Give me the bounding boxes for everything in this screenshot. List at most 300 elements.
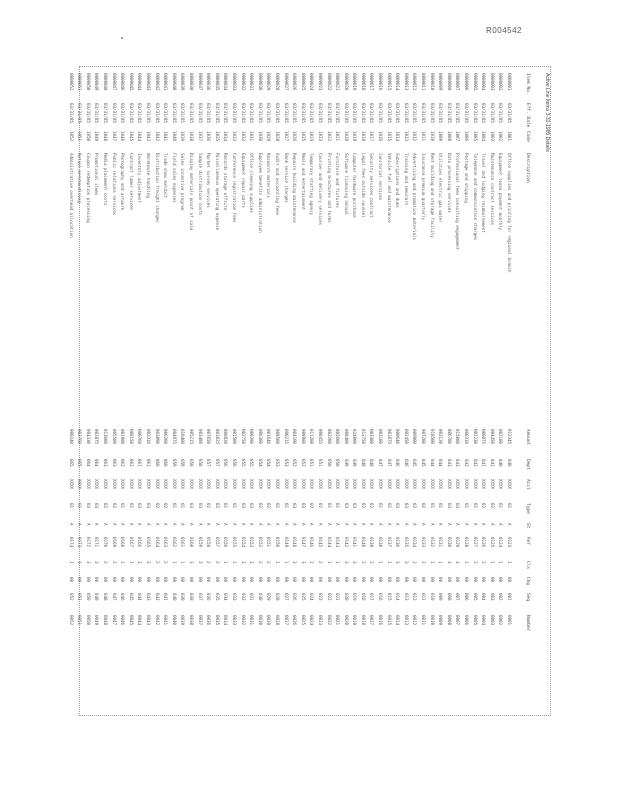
cell-seq: 003 <box>488 593 494 601</box>
cell-no: 0033 <box>231 615 236 625</box>
cell-item: 0000012 <box>411 73 417 91</box>
cell-amt: 005215 <box>188 429 194 444</box>
cell-code: 1039 <box>179 131 185 141</box>
cell-st: A <box>334 523 340 526</box>
cell-item: 0000035 <box>213 73 219 91</box>
cell-chg: 00 <box>110 577 116 582</box>
cell-date: 03/31/85 <box>351 103 357 123</box>
cell-chg: 00 <box>239 577 245 582</box>
cell-seq: 039 <box>179 593 185 601</box>
cell-desc: Temporary staffing agency <box>308 153 314 216</box>
cell-acct: XXXX <box>84 479 90 489</box>
cell-code: 1047 <box>110 131 116 141</box>
cell-seq: 043 <box>145 593 151 601</box>
cell-no: 0045 <box>127 615 133 625</box>
cell-date: 03/31/85 <box>265 103 271 123</box>
cell-chg: 00 <box>445 577 451 582</box>
cell-cls: 3 <box>445 561 451 564</box>
cell-type: 01 <box>119 503 125 508</box>
cell-no: 0043 <box>145 615 151 625</box>
cell-date: 03/31/85 <box>145 103 151 123</box>
cell-dept: 059 <box>170 459 176 467</box>
cell-ref: 0150 <box>273 537 279 547</box>
cell-no: 0035 <box>213 615 219 625</box>
cell-ref: 0152 <box>256 537 262 547</box>
cell-code: 1051 <box>76 131 82 141</box>
table-row <box>469 67 478 717</box>
cell-seq: 025 <box>299 593 305 601</box>
cell-type: 03 <box>84 503 90 508</box>
cell-desc: Market survey services <box>205 153 211 208</box>
column-header-item: Item No. <box>525 73 530 95</box>
cell-no: 0005 <box>471 615 477 625</box>
column-header-st: St <box>525 523 530 529</box>
cell-seq: 037 <box>196 593 202 601</box>
cell-cls: 3 <box>196 561 202 564</box>
cell-ref: 0130 <box>445 537 451 547</box>
cell-cls: 3 <box>188 561 194 564</box>
cell-no: 0051 <box>76 615 82 625</box>
cell-chg: 00 <box>196 577 202 582</box>
cell-st: A <box>480 523 486 526</box>
cell-ref: 0147 <box>299 537 305 547</box>
cell-amt: 002310 <box>145 429 151 444</box>
cell-chg: 00 <box>385 577 391 582</box>
cell-cls: 1 <box>463 561 469 564</box>
cell-seq: 019 <box>351 593 357 601</box>
cell-acct: XXXX <box>402 479 408 489</box>
cell-seq: 021 <box>334 593 340 601</box>
cell-type: 03 <box>136 503 142 508</box>
cell-acct: XXXX <box>394 479 400 489</box>
cell-code: 1025 <box>299 131 305 141</box>
cell-cls: 1 <box>385 561 391 564</box>
cell-amt: 000820 <box>222 429 228 444</box>
cell-desc: Insurance premium quarterly <box>420 153 426 221</box>
table-row <box>503 67 512 717</box>
cell-dept: 051 <box>316 459 322 467</box>
cell-desc: Contract labor services <box>127 153 133 211</box>
cell-type: 03 <box>239 503 245 508</box>
cell-seq: 030 <box>256 593 262 601</box>
cell-st: A <box>213 523 219 526</box>
cell-dept: 048 <box>359 459 365 467</box>
cell-item: 0000032 <box>239 73 245 91</box>
cell-date: 03/31/85 <box>368 103 374 123</box>
cell-item: 0000043 <box>145 73 151 91</box>
cell-desc: Printing brochures and forms <box>325 153 331 223</box>
cell-ref: 0146 <box>308 537 314 547</box>
cell-ref: 0136 <box>394 537 400 547</box>
cell-desc: Records storage offsite <box>222 153 228 211</box>
cell-amt: 008150 <box>127 429 133 444</box>
column-header-seq: Seq <box>525 593 530 602</box>
cell-chg: 00 <box>248 577 254 582</box>
cell-seq: 005 <box>471 593 477 601</box>
cell-item: 0000002 <box>497 73 503 91</box>
cell-date: 03/31/85 <box>471 103 477 123</box>
column-header-ref: Ref <box>525 537 530 546</box>
cell-date: 03/31/85 <box>119 103 125 123</box>
cell-st: A <box>222 523 228 526</box>
cell-item: 0000036 <box>205 73 211 91</box>
cell-dept: 041 <box>488 459 494 467</box>
cell-type: 02 <box>308 503 314 508</box>
cell-chg: 00 <box>308 577 314 582</box>
cell-acct: XXXX <box>428 479 434 489</box>
cell-chg: 00 <box>325 577 331 582</box>
table-row <box>100 67 109 717</box>
cell-desc: Janitorial services <box>377 153 383 201</box>
cell-ref: 0171 <box>93 537 99 547</box>
cell-item: 0000014 <box>394 73 400 91</box>
cell-item: 0000041 <box>162 73 168 91</box>
cell-cls: 1 <box>282 561 288 564</box>
cell-acct: XXXX <box>248 479 254 489</box>
cell-st: A <box>256 523 262 526</box>
table-row <box>375 67 384 717</box>
cell-chg: 00 <box>463 577 469 582</box>
cell-no: 0004 <box>480 615 486 625</box>
cell-dept: 062 <box>119 459 125 467</box>
cell-st: A <box>445 523 451 526</box>
cell-desc: Meals and entertainment <box>299 153 305 211</box>
cell-acct: XXXX <box>231 479 236 489</box>
cell-st: A <box>497 523 503 526</box>
cell-st: A <box>162 523 168 526</box>
column-header-acct: Acct <box>525 479 530 490</box>
cell-seq: 038 <box>188 593 194 601</box>
table-row <box>151 67 160 717</box>
cell-seq: 002 <box>497 593 503 601</box>
table-row <box>289 67 298 717</box>
cell-no: 0019 <box>351 615 357 625</box>
table-row <box>246 67 255 717</box>
cell-no: 0015 <box>385 615 391 625</box>
cell-ref: 0149 <box>282 537 288 547</box>
cell-chg: 00 <box>437 577 443 582</box>
cell-seq: 041 <box>162 593 168 601</box>
cell-item: 0000011 <box>420 73 426 91</box>
table-row <box>237 67 246 717</box>
cell-code: 1044 <box>136 131 142 141</box>
cell-type: 01 <box>334 503 340 508</box>
cell-ref: 0156 <box>222 537 228 547</box>
cell-cls: 3 <box>84 561 90 564</box>
cell-ref: 0155 <box>231 537 236 547</box>
cell-st: A <box>282 523 288 526</box>
cell-st: A <box>471 523 477 526</box>
cell-amt: 009240 <box>67 429 73 444</box>
cell-amt: 001100 <box>377 429 383 444</box>
cell-st: A <box>67 523 73 526</box>
cell-cls: 1 <box>428 561 434 564</box>
cell-item: 0000038 <box>188 73 194 91</box>
cell-st: A <box>420 523 426 526</box>
cell-cls: 3 <box>402 561 408 564</box>
cell-cls: 2 <box>153 561 159 564</box>
cell-item: 0000044 <box>136 73 142 91</box>
cell-amt: 002100 <box>497 429 503 444</box>
cell-code: 1017 <box>368 131 374 141</box>
cell-amt: 000455 <box>316 429 322 444</box>
cell-seq: 031 <box>248 593 254 601</box>
cell-date: 03/31/85 <box>213 103 219 123</box>
cell-code: 1052 <box>67 131 73 141</box>
cell-dept: 053 <box>273 459 279 467</box>
table-row <box>280 67 289 717</box>
cell-acct: XXXX <box>385 479 391 489</box>
table-row <box>366 67 375 717</box>
cell-seq: 016 <box>377 593 383 601</box>
scan-speck <box>121 37 123 39</box>
cell-acct: XXXX <box>153 479 159 489</box>
table-row <box>142 67 151 717</box>
cell-amt: 001230 <box>471 429 477 444</box>
cell-date: 03/31/85 <box>437 103 443 123</box>
cell-acct: XXXX <box>170 479 176 489</box>
cell-cls: 1 <box>377 561 383 564</box>
cell-dept: 053 <box>282 459 288 467</box>
cell-amt: 006200 <box>162 429 168 444</box>
cell-date: 03/31/85 <box>76 103 82 123</box>
cell-st: A <box>76 523 82 526</box>
cell-code: 1001 <box>506 131 511 141</box>
cell-date: 03/31/85 <box>445 103 451 123</box>
cell-item: 0000022 <box>325 73 331 91</box>
cell-acct: XXXX <box>506 479 511 489</box>
cell-desc: Office supplies and printing for regional branch <box>506 153 511 273</box>
cell-amt: 001640 <box>265 429 271 444</box>
cell-code: 1014 <box>394 131 400 141</box>
cell-chg: 00 <box>342 577 348 582</box>
cell-dept: 061 <box>145 459 151 467</box>
cell-date: 03/31/85 <box>179 103 185 123</box>
cell-chg: 00 <box>188 577 194 582</box>
cell-seq: 022 <box>325 593 331 601</box>
cell-amt: 001500 <box>231 429 236 444</box>
cell-seq: 007 <box>454 593 460 601</box>
cell-cls: 3 <box>248 561 254 564</box>
cell-type: 03 <box>299 503 305 508</box>
cell-type: 01 <box>222 503 228 508</box>
cell-dept: 047 <box>385 459 391 467</box>
cell-ref: 0127 <box>471 537 477 547</box>
cell-code: 1022 <box>325 131 331 141</box>
cell-amt: 011200 <box>308 429 314 444</box>
cell-chg: 00 <box>102 577 108 582</box>
cell-cls: 3 <box>351 561 357 564</box>
table-row <box>194 67 203 717</box>
cell-no: 0014 <box>394 615 400 625</box>
cell-code: 1036 <box>205 131 211 141</box>
cell-chg: 00 <box>471 577 477 582</box>
cell-date: 03/31/85 <box>84 103 90 123</box>
cell-amt: 012750 <box>359 429 365 444</box>
cell-cls: 2 <box>308 561 314 564</box>
cell-cls: 1 <box>506 561 511 564</box>
cell-cls: 1 <box>497 561 503 564</box>
cell-dept: 063 <box>110 459 116 467</box>
cell-item: 0000018 <box>359 73 365 91</box>
cell-seq: 023 <box>316 593 322 601</box>
cell-date: 03/31/85 <box>394 103 400 123</box>
cell-acct: XXXX <box>110 479 116 489</box>
cell-chg: 00 <box>76 577 82 582</box>
cell-no: 0049 <box>93 615 99 625</box>
cell-no: 0024 <box>308 615 314 625</box>
cell-type: 03 <box>445 503 451 508</box>
cell-seq: 034 <box>222 593 228 601</box>
table-row <box>314 67 323 717</box>
cell-acct: XXXX <box>291 479 297 489</box>
cell-type: 03 <box>291 503 297 508</box>
cell-item: 0000010 <box>428 73 434 91</box>
cell-item: 0000015 <box>385 73 391 91</box>
cell-code: 1009 <box>437 131 443 141</box>
cell-no: 0028 <box>273 615 279 625</box>
cell-seq: 042 <box>153 593 159 601</box>
cell-seq: 011 <box>420 593 426 601</box>
cell-type: 01 <box>282 503 288 508</box>
cell-acct: XXXX <box>377 479 383 489</box>
table-row <box>82 67 91 717</box>
cell-code: 1032 <box>239 131 245 141</box>
cell-item: 0000049 <box>93 73 99 91</box>
cell-st: A <box>402 523 408 526</box>
cell-acct: XXXX <box>136 479 142 489</box>
table-row <box>271 67 280 717</box>
cell-seq: 048 <box>102 593 108 601</box>
cell-chg: 00 <box>231 577 236 582</box>
cell-desc: Field sales expenses <box>170 153 176 203</box>
cell-ref: 0131 <box>437 537 443 547</box>
cell-amt: 015000 <box>454 429 460 444</box>
cell-desc: Miscellaneous operating expense <box>213 153 219 231</box>
table-row <box>177 67 186 717</box>
cell-type: 02 <box>162 503 168 508</box>
cell-cls: 1 <box>127 561 133 564</box>
cell-chg: 00 <box>488 577 494 582</box>
cell-no: 0041 <box>162 615 168 625</box>
cell-ref: 0126 <box>480 537 486 547</box>
cell-ref: 0160 <box>188 537 194 547</box>
cell-ref: 0151 <box>265 537 271 547</box>
cell-desc: Office cleaning supplies <box>248 153 254 213</box>
cell-item: 0000030 <box>256 73 262 91</box>
table-row <box>220 67 229 717</box>
cell-seq: 047 <box>110 593 116 601</box>
cell-item: 0000020 <box>342 73 348 91</box>
cell-date: 03/31/85 <box>334 103 340 123</box>
cell-type: 03 <box>188 503 194 508</box>
cell-amt: 002750 <box>239 429 245 444</box>
cell-no: 0031 <box>248 615 254 625</box>
table-row <box>74 67 83 717</box>
cell-amt: 008400 <box>342 429 348 444</box>
cell-dept: 044 <box>428 459 434 467</box>
cell-dept: 045 <box>420 459 426 467</box>
cell-date: 03/31/85 <box>162 103 168 123</box>
cell-date: 03/31/85 <box>273 103 279 123</box>
cell-ref: 0168 <box>119 537 125 547</box>
cell-item: 0000023 <box>316 73 322 91</box>
cell-desc: Rent building and storage facility <box>428 153 434 238</box>
cell-type: 03 <box>196 503 202 508</box>
cell-st: A <box>316 523 322 526</box>
cell-cls: 3 <box>454 561 460 564</box>
cell-date: 03/31/85 <box>506 103 511 123</box>
cell-code: 1003 <box>488 131 494 141</box>
cell-chg: 00 <box>428 577 434 582</box>
cell-item: 0000047 <box>110 73 116 91</box>
cell-code: 1021 <box>334 131 340 141</box>
cell-item: 0000016 <box>377 73 383 91</box>
cell-seq: 013 <box>402 593 408 601</box>
cell-acct: XXXX <box>497 479 503 489</box>
cell-acct: XXXX <box>282 479 288 489</box>
cell-st: A <box>291 523 297 526</box>
cell-acct: XXXX <box>299 479 305 489</box>
cell-st: A <box>248 523 254 526</box>
cell-no: 0012 <box>411 615 417 625</box>
cell-acct: XXXX <box>102 479 108 489</box>
cell-type: 01 <box>506 503 511 508</box>
cell-code: 1034 <box>222 131 228 141</box>
cell-st: A <box>239 523 245 526</box>
cell-date: 03/31/85 <box>110 103 116 123</box>
cell-dept: 052 <box>291 459 297 467</box>
cell-amt: 005600 <box>334 429 340 444</box>
table-row <box>426 67 435 717</box>
cell-desc: Equipment lease payment monthly <box>497 153 503 231</box>
cell-item: 0000033 <box>231 73 236 91</box>
cell-date: 03/31/85 <box>402 103 408 123</box>
cell-ref: 0161 <box>179 537 185 547</box>
cell-desc: Postage and shipping <box>463 153 469 203</box>
cell-seq: 001 <box>506 593 511 601</box>
cell-acct: XXXX <box>127 479 133 489</box>
cell-code: 1006 <box>463 131 469 141</box>
cell-no: 0050 <box>84 615 90 625</box>
cell-desc: Equipment repair parts <box>239 153 245 208</box>
cell-cls: 2 <box>411 561 417 564</box>
cell-acct: XXXX <box>342 479 348 489</box>
cell-chg: 00 <box>213 577 219 582</box>
cell-dept: 044 <box>437 459 443 467</box>
cell-type: 02 <box>110 503 116 508</box>
cell-date: 03/31/85 <box>497 103 503 123</box>
cell-chg: 00 <box>316 577 322 582</box>
column-header-type: Type <box>525 503 530 514</box>
cell-cls: 3 <box>291 561 297 564</box>
cell-cls: 2 <box>102 561 108 564</box>
cell-amt: 000215 <box>282 429 288 444</box>
cell-chg: 00 <box>162 577 168 582</box>
cell-chg: 00 <box>359 577 365 582</box>
cell-no: 0036 <box>205 615 211 625</box>
cell-ref: 0159 <box>196 537 202 547</box>
cell-type: 02 <box>213 503 219 508</box>
cell-desc: Inventory adjustment <box>136 153 142 203</box>
cell-chg: 00 <box>377 577 383 582</box>
cell-cls: 3 <box>93 561 99 564</box>
cell-desc: Repairs building maintenance <box>291 153 297 223</box>
cell-dept: 042 <box>471 459 477 467</box>
cell-date: 03/31/85 <box>316 103 322 123</box>
cell-date: 03/31/85 <box>282 103 288 123</box>
cell-cls: 2 <box>256 561 262 564</box>
